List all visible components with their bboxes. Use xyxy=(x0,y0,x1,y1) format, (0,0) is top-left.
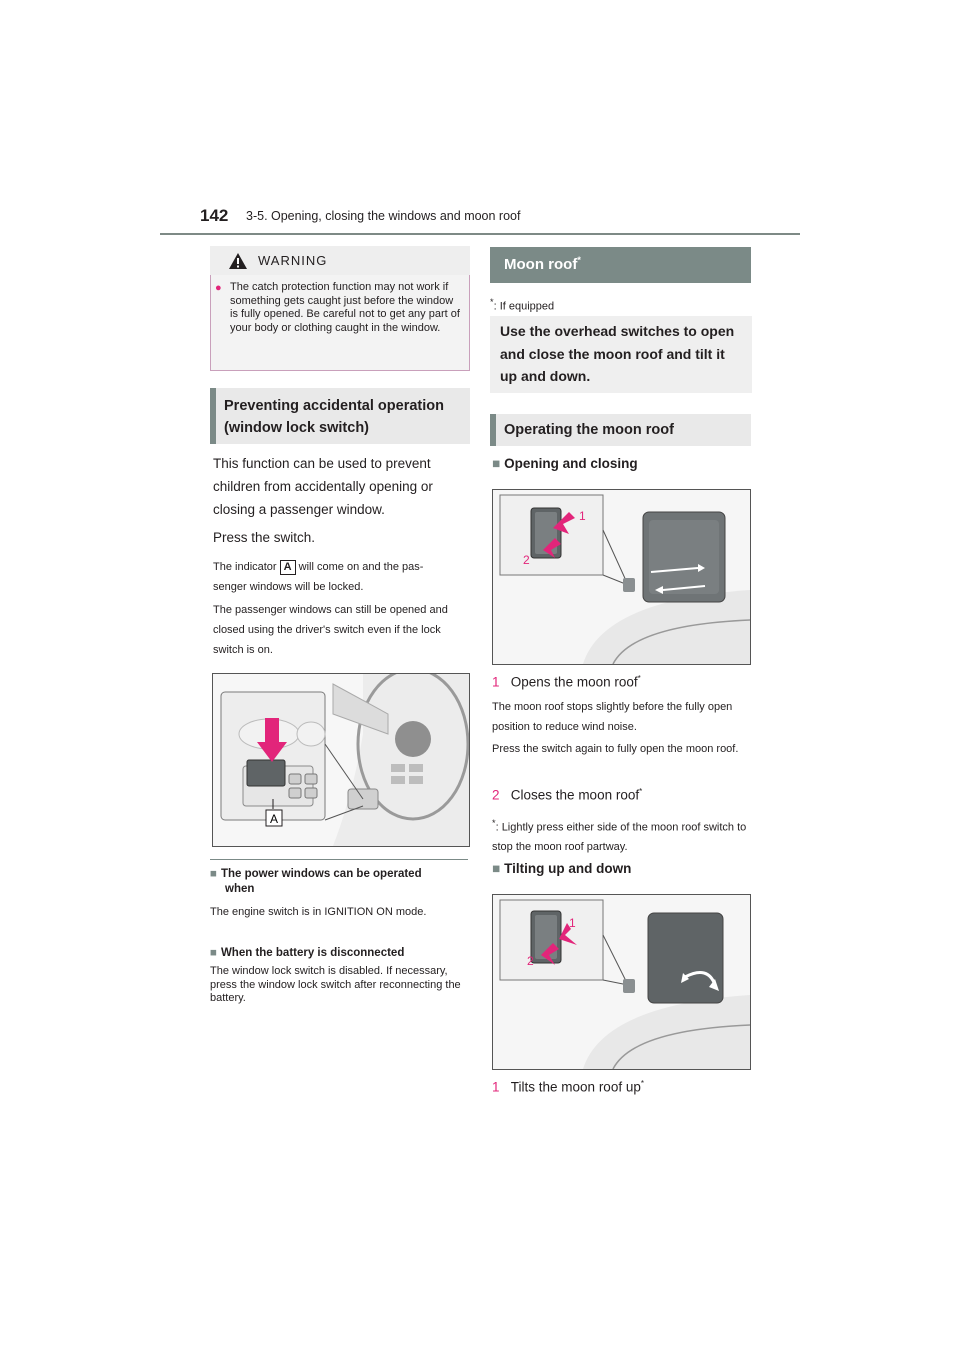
window-lock-illustration xyxy=(213,674,469,846)
header-rule xyxy=(160,233,800,235)
intro-text: This function can be used to prevent children from accidentally opening or closing a passenger window. xyxy=(213,456,433,517)
step1-number: 1 xyxy=(492,674,500,690)
square-bullet: ■ xyxy=(492,456,501,471)
indicator-text xyxy=(213,557,473,597)
indicator-line2: senger windows will be locked. xyxy=(213,581,364,593)
moon-roof-star: * xyxy=(577,255,581,265)
square-bullet: ■ xyxy=(210,947,217,959)
section-window-lock xyxy=(210,388,470,444)
note1-title-line2: when xyxy=(225,883,255,895)
footnote2 xyxy=(492,814,750,857)
page-number: 142 xyxy=(200,206,229,225)
moon-roof-open-illustration xyxy=(493,490,750,664)
step2-text: Closes the moon roof xyxy=(510,787,640,803)
tilting-heading xyxy=(492,861,631,876)
moon-roof-open-figure xyxy=(492,489,751,665)
fig2-label-1: 1 xyxy=(569,916,576,930)
warning-title: WARNING xyxy=(258,253,328,268)
notes-divider xyxy=(210,859,468,860)
fig2-label-2: 2 xyxy=(527,954,534,968)
note2-title xyxy=(210,946,468,961)
step2-number: 2 xyxy=(492,787,500,803)
indicator-post: will come on and the pas- xyxy=(298,561,424,573)
step2 xyxy=(492,787,642,803)
step3-text: Tilts the moon roof up xyxy=(510,1079,641,1095)
indicator-pre: The indicator xyxy=(213,561,277,573)
footnote-if-equipped xyxy=(490,297,554,313)
window-lock-figure xyxy=(212,673,470,847)
opening-closing-heading xyxy=(492,456,638,471)
step3 xyxy=(492,1079,644,1095)
note1-text: The engine switch is in IGNITION ON mode. xyxy=(210,906,427,918)
moon-roof-tilt-illustration xyxy=(493,895,750,1069)
warning-text: The catch protection function may not work if something gets caught just before the window is fully opened. Be careful not to get any part of your body or clothing caught in the window. xyxy=(230,281,460,334)
note1-title-line1: The power windows can be operated xyxy=(220,868,422,880)
fig1-label-1: 1 xyxy=(579,509,586,523)
step1-text: Opens the moon roof xyxy=(510,674,638,690)
step3-number: 1 xyxy=(492,1079,500,1095)
fig1-label-2: 2 xyxy=(523,553,530,567)
step1 xyxy=(492,674,641,690)
warning-bullet: ● xyxy=(215,282,222,294)
opening-heading-text: Opening and closing xyxy=(504,456,638,471)
square-bullet: ■ xyxy=(492,861,501,876)
note1-title xyxy=(210,867,468,897)
moon-roof-title: Moon roof xyxy=(504,256,578,273)
footnote-mark: * xyxy=(490,297,494,307)
step1-star: * xyxy=(637,674,641,683)
press-switch-text: Press the switch. xyxy=(213,530,316,545)
note2-text: The window lock switch is disabled. If necessary, press the window lock switch after reconnecting the battery. xyxy=(210,965,461,1004)
tilting-heading-text: Tilting up and down xyxy=(504,861,632,876)
moon-roof-callout: Use the overhead switches to open and close the moon roof and tilt it up and down. xyxy=(490,316,752,393)
section-title-line2: (window lock switch) xyxy=(224,420,370,436)
moon-roof-header xyxy=(490,247,751,283)
step1-note1: The moon roof stops slightly before the fully open position to reduce wind noise. xyxy=(492,701,733,733)
figure-label-a: A xyxy=(269,812,279,826)
warning-icon xyxy=(228,252,248,270)
note2-title-text: When the battery is disconnected xyxy=(220,947,405,959)
warning-header xyxy=(210,246,470,275)
footnote2-mark: * xyxy=(492,818,496,828)
chapter-title: 3-5. Opening, closing the windows and moon roof xyxy=(246,209,521,223)
footnote-text: : If equipped xyxy=(493,300,555,313)
still-text: The passenger windows can still be opened and closed using the driver's switch even if the lock switch is on. xyxy=(213,604,448,656)
footnote2-text: : Lightly press either side of the moon roof switch to stop the moon roof partway. xyxy=(492,821,747,853)
section-operating-moon-roof: Operating the moon roof xyxy=(490,414,751,446)
indicator-label-box: A xyxy=(280,560,296,575)
step3-star: * xyxy=(640,1079,644,1088)
step2-star: * xyxy=(639,787,643,796)
square-bullet: ■ xyxy=(210,868,217,880)
section-title-line1: Preventing accidental operation xyxy=(224,398,444,414)
step1-note2: Press the switch again to fully open the moon roof. xyxy=(492,743,739,755)
moon-roof-tilt-figure xyxy=(492,894,751,1070)
